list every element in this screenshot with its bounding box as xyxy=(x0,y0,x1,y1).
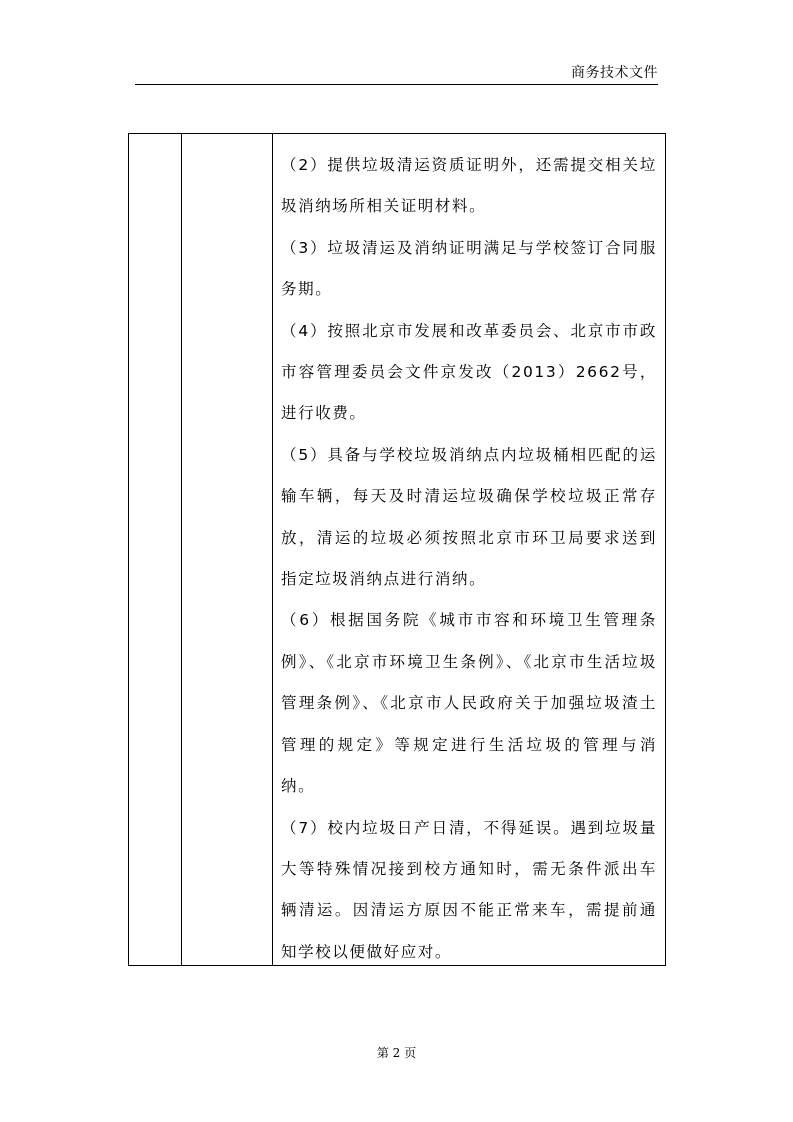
paragraph-item-5: （5）具备与学校垃圾消纳点内垃圾桶相匹配的运输车辆，每天及时清运垃圾确保学校垃圾正常存放，清运的垃圾必须按照北京市环卫局要求送到指定垃圾消纳点进行消纳。 xyxy=(281,445,657,589)
header-divider xyxy=(135,84,658,85)
page-number: 第 2 页 xyxy=(376,1046,417,1060)
paragraph-item-4: （4）按照北京市发展和改革委员会、北京市市政市容管理委员会文件京发改（2013）2662号，进行收费。 xyxy=(281,321,657,423)
document-header-title: 商务技术文件 xyxy=(571,65,658,81)
table-cell-content xyxy=(273,134,665,965)
paragraph-item-6: （6）根据国务院《城市市容和环境卫生管理条例》、《北京市环境卫生条例》、《北京市生活垃圾管理条例》、《北京市人民政府关于加强垃圾渣土管理的规定》等规定进行生活垃圾的管理与消纳。 xyxy=(281,611,657,796)
paragraph-item-3: （3）垃圾清运及消纳证明满足与学校签订合同服务期。 xyxy=(281,238,657,299)
paragraph-item-7: （7）校内垃圾日产日清，不得延误。遇到垃圾量大等特殊情况接到校方通知时，需无条件派出车辆清运。因清运方原因不能正常来车，需提前通知学校以便做好应对。 xyxy=(281,818,657,961)
table-cell-empty-1 xyxy=(129,134,182,965)
table-cell-empty-2 xyxy=(182,134,273,965)
content-table xyxy=(128,133,666,966)
paragraph-item-2: （2）提供垃圾清运资质证明外，还需提交相关垃圾消纳场所相关证明材料。 xyxy=(281,156,657,216)
